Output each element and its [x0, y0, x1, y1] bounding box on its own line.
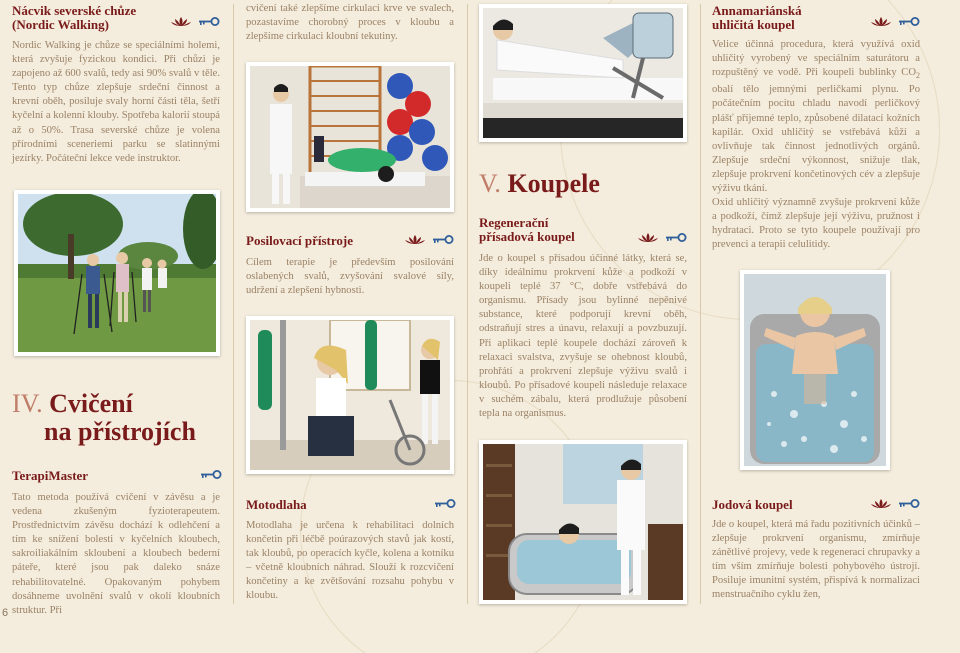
motodlaha-title: Motodlaha — [246, 497, 307, 512]
lotus-flower-icon — [870, 498, 892, 509]
motodlaha-photo — [479, 4, 687, 142]
nordic-walking-text: Nordic Walking je chůze se speciálními holemi, která zvyšuje fyzickou kondici. Při chůzi je zapojeno až 600 svalů, tedy asi 90% svalů v těle. Tento typ chůze zlepšuje srdeční činnost a krevní oběh, posiluje svaly horní části těla, šetří kyčelní a kolenní klouby. Spotřeba kalorií stoupá až o 50%. Trasa severské chůze je volena přírodními sceneriemi parku se slatinnými jezírky. Počáteční lekce vede instruktor. — [12, 40, 220, 164]
section-title-line: na přístrojích — [44, 417, 196, 446]
icon-row — [637, 232, 687, 243]
key-icon — [200, 469, 222, 480]
text-fragment: Velice účinná procedura, která využívá oxid uhličitý vyrobený ve speciálním saturátoru a rozpuštěný ve vodě. Při koupeli bublinky CO — [712, 39, 920, 79]
column-1 — [12, 0, 220, 653]
section-iv-title — [12, 390, 196, 446]
column-4 — [712, 0, 920, 653]
exercise-ball-illustration — [250, 66, 450, 208]
section-number: V. — [479, 169, 501, 198]
title-line: Annamariánská — [712, 3, 802, 18]
lotus-flower-icon — [404, 234, 426, 245]
icon-row — [404, 234, 454, 245]
fitness-machines-photo — [246, 316, 454, 474]
column-3 — [479, 0, 687, 653]
bath-illustration — [483, 444, 683, 600]
icon-row — [200, 469, 222, 480]
title-line: Nácvik severské chůze — [12, 3, 137, 18]
section-title-text: Koupele — [507, 169, 600, 198]
icon-row — [434, 498, 456, 509]
terapimaster-text: Tato metoda používá cvičení v závěsu a je vedena zkušeným fyzioterapeutem. Prostřednictvím závěsu dochází k odlehčení a tím ke snížení bolesti v kyčelních kloubech, sakroiliakálním skloubení a kloubech bederní páteře, které jsou pak daleko snáze rehabilitovatelné. Opakovaným pohybem dosáhneme uvolnění svalů v okolí kloubních struktur. Při — [12, 492, 220, 616]
key-icon — [432, 234, 454, 245]
icon-row — [170, 16, 220, 27]
icon-row — [870, 16, 920, 27]
page-number: 6 — [2, 607, 9, 619]
annamarianska-koupel-text — [712, 38, 920, 253]
jodova-koupel-title: Jodová koupel — [712, 497, 793, 512]
lotus-flower-icon — [870, 16, 892, 27]
posilovaci-text: Cílem terapie je především posilování oslabených svalů, zvyšování svalové síly, udržení a zlepšení hybnosti. — [246, 257, 454, 297]
nordic-walking-photo — [14, 190, 220, 356]
text-paragraph: Oxid uhličitý významně zvyšuje prokrvení kůže a podkoží, čímž zlepšuje její výživu, pružnost i hydrataci. Proto se tyto koupele používají pro prevenci a terapii celulitidy. — [712, 197, 920, 251]
prisadova-koupel-text: Jde o koupel s přísadou účinné látky, která se, díky ideálnímu prokrvení kůže a podkoží v koupeli teplé 37 °C, dobře vstřebává do organismu. Přísady jsou bylinné nepěnivé substance, které podporují krevní oběh, odstraňují stres a únavu, relaxují a povzbuzují. Při aplikaci teplé koupele dochází zároveň k relaxaci svalstva, zvyšuje se ohebnost kloubů, prohřátí a prokrvení zlepšuje výživu svalů i kloubů. Po přísadové koupeli následuje relaxace v suchém zábalu, která prodlužuje působení tepla na organismus. — [479, 253, 687, 420]
prisadova-koupel-title — [479, 216, 575, 244]
motodlaha-text: Motodlaha je určena k rehabilitaci dolních končetin při léčbě poúrazových stavů jak kostí, tak kloubů, po operacích kyčle, kolena a kotníku – včetně kloubních náhrad. Slouží k rozcvičení končetiny a ke zvětšování rozsahu pohybu v kloubu. — [246, 520, 454, 602]
subscript: 2 — [916, 71, 920, 81]
key-icon — [665, 232, 687, 243]
title-line: (Nordic Walking) — [12, 17, 109, 32]
section-v-title — [479, 170, 600, 198]
icon-row — [870, 498, 920, 509]
annamarianska-koupel-title — [712, 4, 802, 32]
continued-text: cvičení také zlepšíme cirkulaci krve ve svalech, pozastavíme chorobný proces v kloubu a zlepšíme cirkulaci kloubní tekutiny. — [246, 3, 454, 43]
fitness-machines-illustration — [250, 320, 450, 470]
lotus-flower-icon — [637, 232, 659, 243]
motodlaha-illustration — [483, 8, 683, 138]
column-2 — [246, 0, 454, 653]
co2-bath-photo — [740, 270, 890, 470]
bath-photo — [479, 440, 687, 604]
section-title-line: Cvičení — [49, 389, 133, 418]
co2-bath-illustration — [744, 274, 886, 466]
section-number: IV. — [12, 389, 43, 418]
exercise-ball-photo — [246, 62, 454, 212]
title-line: Regenerační — [479, 215, 549, 230]
jodova-koupel-text: Jde o koupel, která má řadu pozitivních účinků – zlepšuje prokrvení organismu, zmírňuje zánětlivé projevy, vede k regeneraci chrupavky a tím vším zmírňuje bolesti pohybového ústrojí. Posiluje imunitní systém, přispívá k normalizaci menstruačního cyklu žen, — [712, 519, 920, 601]
terapimaster-title: TerapiMaster — [12, 468, 89, 483]
key-icon — [898, 498, 920, 509]
key-icon — [198, 16, 220, 27]
key-icon — [434, 498, 456, 509]
title-line: uhličitá koupel — [712, 17, 795, 32]
column-divider — [467, 4, 468, 604]
nordic-walking-title — [12, 4, 136, 32]
title-line: přísadová koupel — [479, 229, 575, 244]
text-fragment: obalí tělo jemnými perličkami plynu. Po počátečním pocitu chladu navodí perličkový plášť příjemné teplo, způsobené dilatací kožních kapilár. Oxid uhličitý se vstřebává kůží a ovlivňuje tak činnost jednotlivých orgánů. Zlepšuje srdeční výkonnost, snižuje tlak, zlepšuje prokrvení končetinových cév a zlepšuje výživu tkání. — [712, 84, 920, 195]
posilovaci-title: Posilovací přístroje — [246, 233, 353, 248]
column-divider — [233, 4, 234, 604]
key-icon — [898, 16, 920, 27]
lotus-flower-icon — [170, 16, 192, 27]
nordic-walking-illustration — [18, 194, 216, 352]
column-divider — [700, 4, 701, 604]
